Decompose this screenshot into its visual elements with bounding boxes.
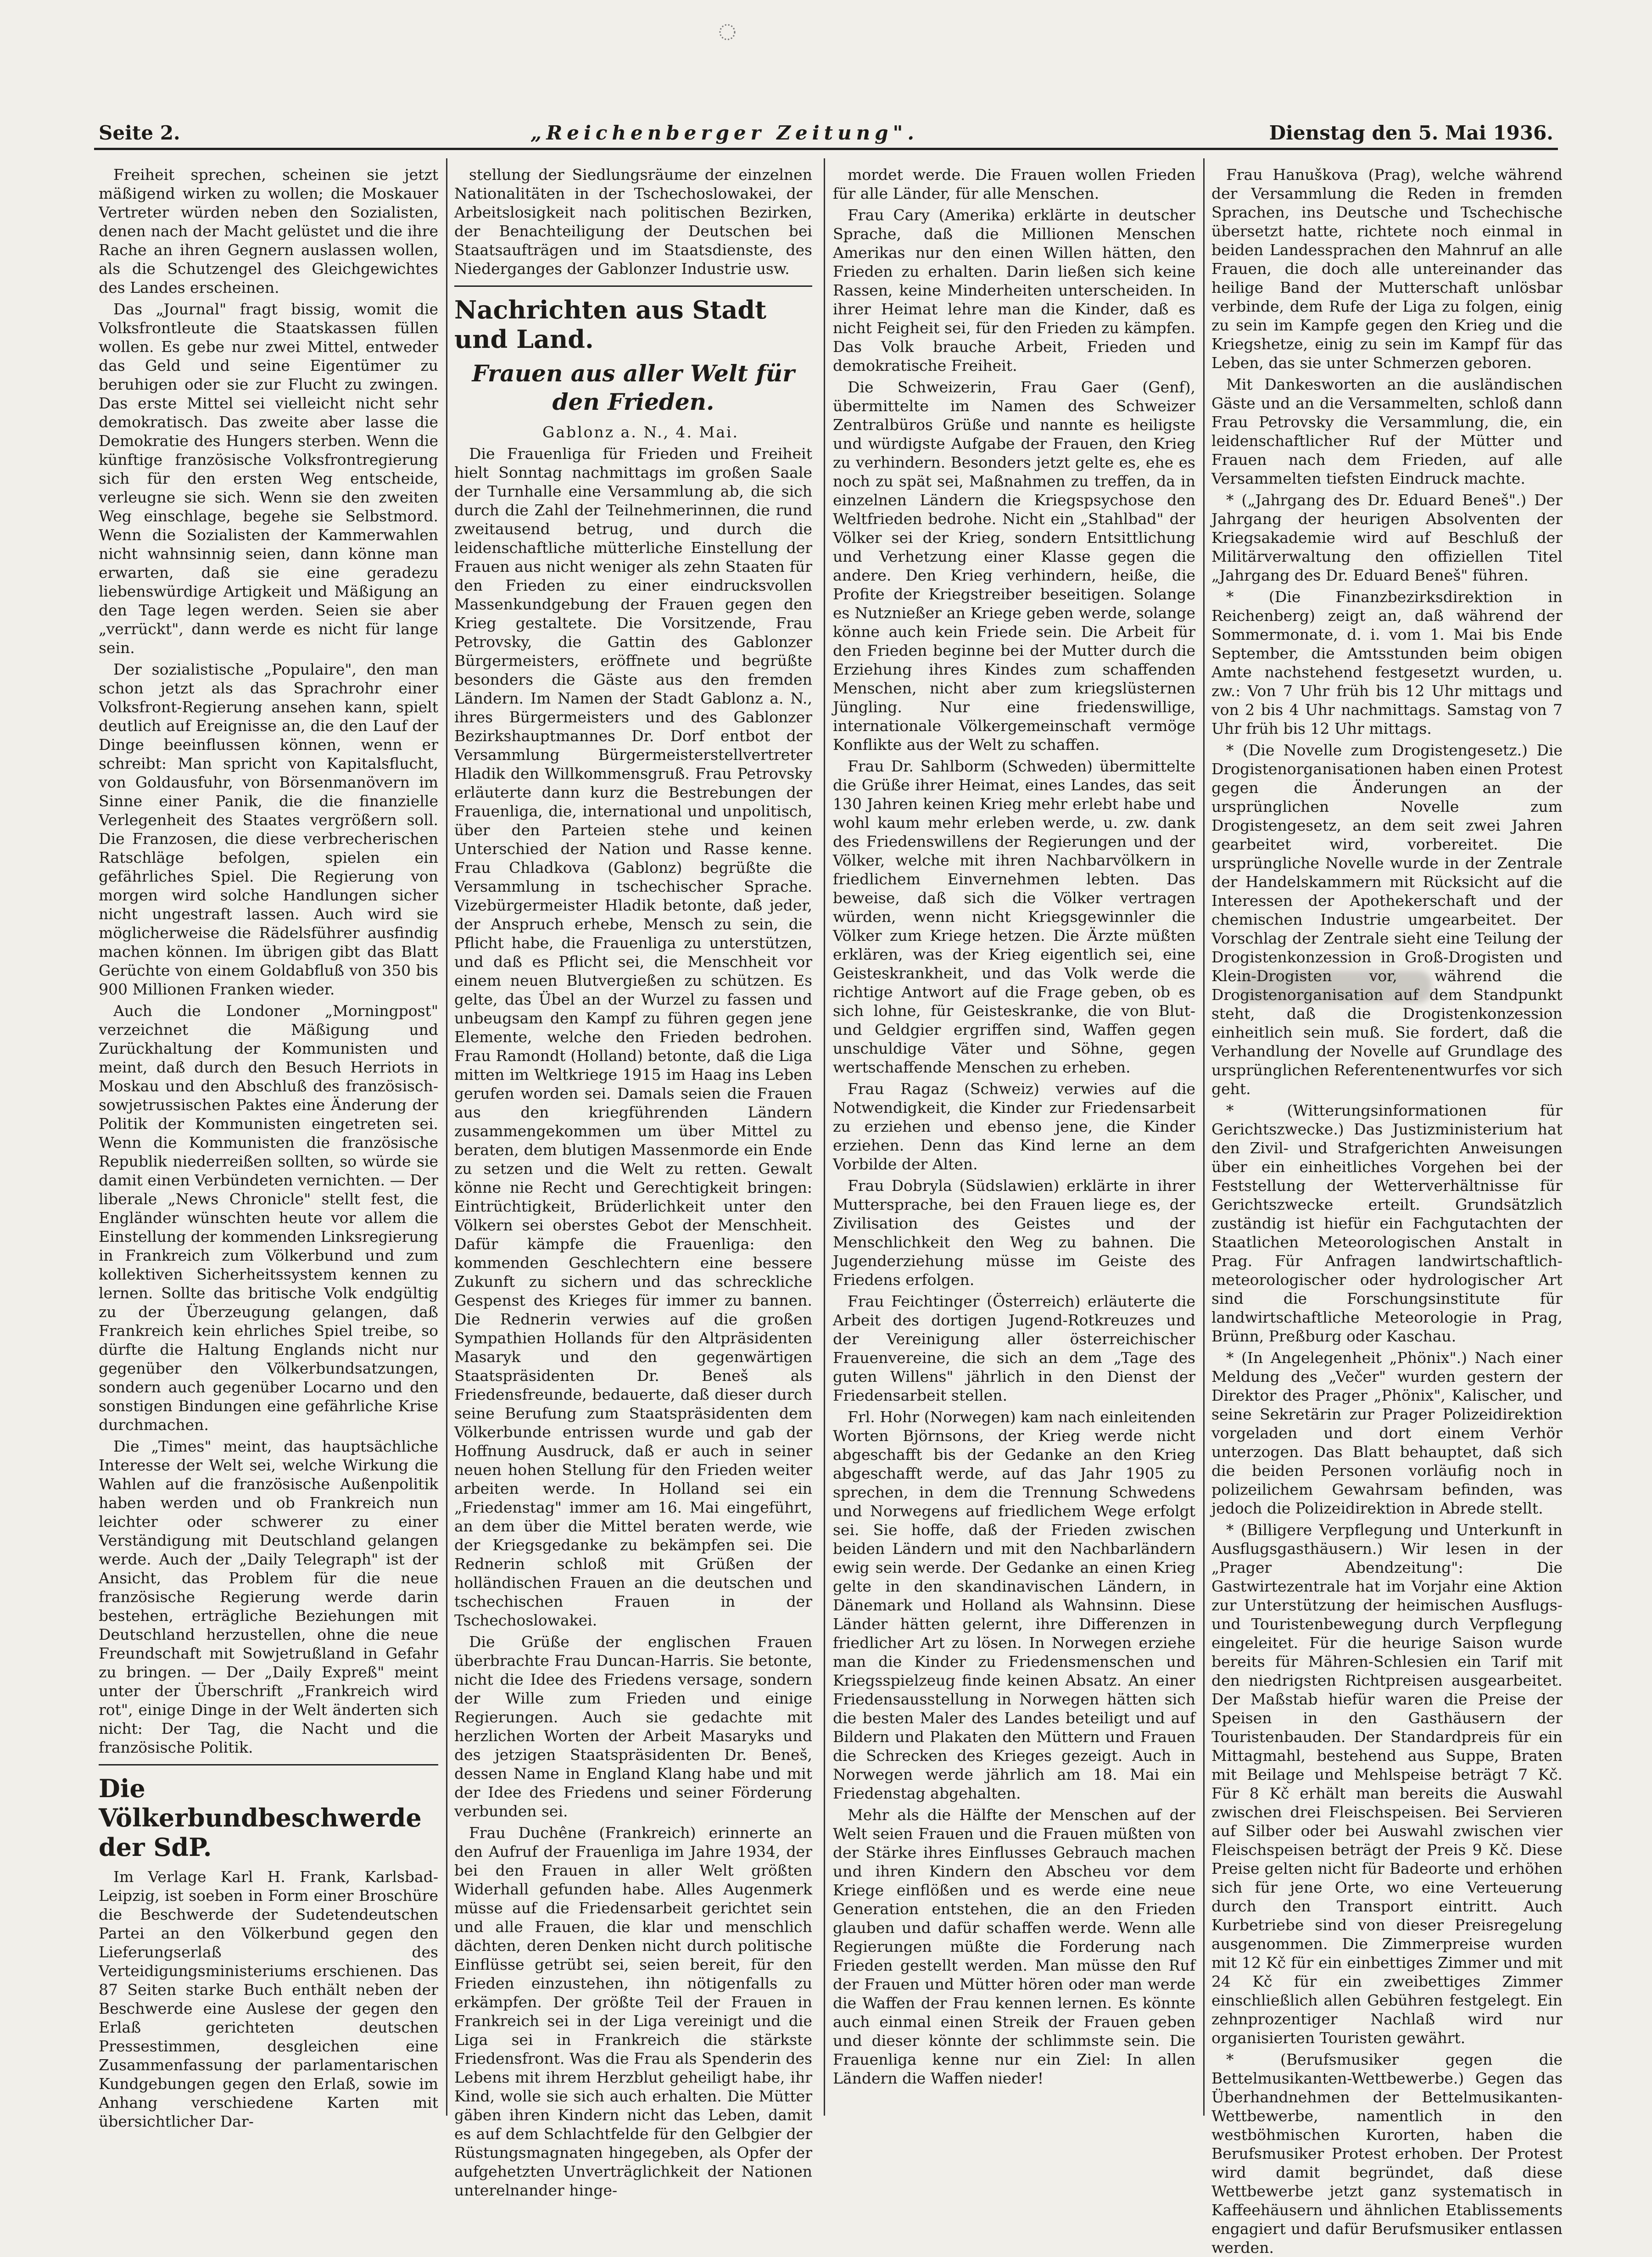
paragraph: Frau Duchêne (Frankreich) erinnerte an den Aufruf der Frauenliga im Jahre 1934, der bei den Frauen in aller Welt größten Widerhall gefunden habe. Alles Augenmerk müsse auf die Friedensarbeit gerichtet sein und alle Frauen, die klar und menschlich dächten, deren Denken nicht durch politische Einflüsse getrübt sei, seien bereit, für den Frieden einzustehen, ihn nötigenfalls zu erkämpfen. Der größte Teil der Frauen in Frankreich sei in der Liga vereinigt und die Liga sei in Frankreich die stärkste Friedensfront. Was die Frau als Spenderin des Lebens mit ihrem Herzblut geheiligt habe, ihr Kind, wolle sie sich auch erhalten. Die Mütter gäben ihren Kindern nicht das Leben, damit es auf dem Schlachtfelde für den Gelbgier der Rüstungsmagnaten hingegeben, als Opfer der aufgehetzten Unverträglichkeit der Nationen unterelnander hinge- [454,1824,812,2199]
news-item: * (Berufsmusiker gegen die Bettelmusikanten-Wettbewerbe.) Gegen das Überhandnehmen der Bettelmusikanten-Wettbewerbe, namentlich in den westböhmischen Kurorten, haben die Berufsmusiker Protest erhoben. Der Protest wird damit begründet, daß diese Wettbewerbe jetzt ganz systematisch in Kaffeehäusern und ähnlichen Etablissements engagiert und dafür Berufsmusiker entlassen werden. [1211,2050,1563,2257]
section-title: Die Völkerbundbeschwerde der SdP. [99,1774,422,1862]
paragraph: Die Grüße der englischen Frauen überbrachte Frau Duncan-Harris. Sie betonte, nicht die Idee des Friedens versage, sondern der Wille zum Frieden und einige Regierungen. Auch sie gedachte mit herzlichen Worten der Arbeit Masaryks und des jetzigen Staatspräsidenten Dr. Beneš, dessen Name in England Klang habe und mit der Idee des Friedens und seiner Förderung verbunden sei. [454,1633,812,1820]
paragraph: Frau Dr. Sahlborm (Schweden) übermittelte die Grüße ihrer Heimat, eines Landes, das seit 130 Jahren keinen Krieg mehr erlebt habe und wohl kaum mehr erleben werde, u. zw. dank des Friedenswillens der Regierungen und der Völker, welche mit ihren Nachbarvölkern in friedlichem Einvernehmen lebten. Das beweise, daß sich die Völker vertragen würden, wenn nicht Kriegsgewinnler die Völker zum Kriege hetzen. Die Ärzte müßten erklären, was der Krieg eigentlich sei, eine Geisteskrankheit, und das Volk werde die richtige Antwort auf die Frage geben, ob es sich lohne, für Geisteskranke, die von Blut- und Geldgier ergriffen sind, Waffen gegen unschuldige Väter und Söhne, gegen wertschaffende Menschen zu erheben. [833,757,1195,1076]
column-3 [833,165,1195,2125]
column-1 [99,165,438,2130]
paragraph: Frau Cary (Amerika) erklärte in deutscher Sprache, daß die Millionen Menschen Amerikas nur den einen Willen hätten, den Frieden zu erhalten. Darin ließen sich keine Rassen, keine Minderheiten unterscheiden. In ihrer Heimat lehre man die Kinder, daß es nicht Feigheit sei, für den Frieden zu kämpfen. Das Volk brauche Arbeit, Frieden und demokratische Freiheit. [833,206,1195,374]
paragraph: Mehr als die Hälfte der Menschen auf der Welt seien Frauen und die Frauen müßten von der Stärke ihres Einflusses Gebrauch machen und ihren Kindern den Abscheu vor dem Kriege einflößen und es werde eine neue Generation entstehen, die an den Frieden glauben und dafür schaffen werde. Wenn alle Regierungen müßte die Forderung nach Frieden gestellt werden. Man müsse den Ruf der Frauen und Mütter hören oder man werde die Waffen der Frau kennen lernen. Es könnte auch einmal einen Streik der Frauen geben und dieser könnte der schlimmste sein. Die Frauenliga kenne nur ein Ziel: In allen Ländern die Waffen nieder! [833,1806,1195,2087]
paragraph: Auch die Londoner „Morningpost" verzeichnet die Mäßigung und Zurückhaltung der Kommunisten und meint, daß durch den Besuch Herriots in Moskau und den Abschluß des französisch-sowjetrussischen Paktes eine Änderung der Politik der Kommunisten eingetreten sei. Wenn die Kommunisten die französische Republik niederreißen sollten, so würde sie damit einen Verbündeten vernichten. — Der liberale „News Chronicle" stellt fest, die Engländer wünschten heute vor allem die Einstellung der kommenden Linksregierung in Frankreich zum Völkerbund und zum kollektiven Sicherheitssystem kennen zu lernen. Sollte das britische Volk endgültig zu der Überzeugung gelangen, daß Frankreich kein ehrliches Spiel treibe, so dürfte die Haltung Englands nicht nur gegenüber den Völkerbundsatzungen, sondern auch gegenüber Locarno und den sonstigen Bindungen eine gefährliche Krise durchmachen. [99,1002,438,1434]
news-item: * („Jahrgang des Dr. Eduard Beneš".) Der Jahrgang der heurigen Absolventen der Kriegsakademie wird auf Beschluß der Militärverwaltung den offiziellen Titel „Jahrgang des Dr. Eduard Beneš" führen. [1211,491,1563,584]
section-title: Nachrichten aus Stadt und Land. [454,295,767,354]
paragraph: mordet werde. Die Frauen wollen Frieden für alle Länder, für alle Menschen. [833,166,1195,202]
paragraph: Frau Dobryla (Südslawien) erklärte in ihrer Muttersprache, bei den Frauen liege es, der Zivilisation des Geistes und der Menschlichkeit den Weg zu bahnen. Die Jugenderziehung müsse im Geiste des Friedens erfolgen. [833,1177,1195,1289]
paragraph: Frl. Hohr (Norwegen) kam nach einleitenden Worten Björnsons, der Krieg werde nicht abgeschafft bis der Gedanke an den Krieg abgeschafft werde, auf das Jahr 1905 zu sprechen, in dem die Trennung Schwedens und Norwegens auf friedlichem Wege erfolgt sei. Sie hoffe, daß der Frieden zwischen beiden Ländern und mit den Nachbarländern ewig sein werde. Der Gedanke an einen Krieg gelte in den skandinavischen Ländern, in Dänemark und Holland als Wahnsinn. Diese Länder hätten gelernt, ihre Differenzen in friedlicher Art zu lösen. In Norwegen erziehe man die Kinder zu Friedensmenschen und Kriegsspielzeug finde keinen Absatz. An einer Friedensausstellung in Norwegen hätten sich die besten Maler des Landes beteiligt und auf Bildern und Plakaten den Müttern und Frauen die Schrecken des Krieges gezeigt. Auch in Norwegen werde jährlich am 18. Mai ein Friedenstag abgehalten. [833,1408,1195,1802]
header-rule [94,148,1558,150]
paragraph: Die „Times" meint, das hauptsächliche Interesse der Welt sei, welche Wirkung die Wahlen auf die französische Außenpolitik haben werden und ob Frankreich nun leichter oder schwerer zu einer Verständigung mit Deutschland gelangen werde. Auch der „Daily Telegraph" ist der Ansicht, das Problem für die neue französische Regierung werde darin bestehen, erträgliche Beziehungen mit Deutschland herzustellen, ohne die neue Freundschaft mit Sowjetrußland in Gefahr zu bringen. — Der „Daily Expreß" meint unter der Überschrift „Frankreich wird rot", einige Dinge in der Welt änderten sich nicht: Der Tag, die Nacht und die französische Politik. [99,1437,438,1756]
news-item: * (In Angelegenheit „Phönix".) Nach einer Meldung des „Večer" wurden gestern der Direktor des Prager „Phönix", Kalischer, und seine Sekretärin zur Prager Polizeidirektion vorgeladen und dort einem Verhör unterzogen. Das Blatt behauptet, daß sich die beiden Personen vorläufig noch in polizeilichem Gewahrsam befinden, was jedoch die Polizeidirektion in Abrede stellt. [1211,1349,1563,1517]
news-item: * (Billigere Verpflegung und Unterkunft in Ausflugsgasthäusern.) Wir lesen in der „Prager Abendzeitung": Die Gastwirtezentrale hat im Vorjahr eine Aktion zur Unterstützung der heimischen Ausflugs- und Touristenbewegung durch Verpflegung eingeleitet. Für die heurige Saison wurde bereits für Mähren-Schlesien ein Tarif mit den niedrigsten Richtpreisen ausgearbeitet. Der Maßstab hiefür waren die Preise der Speisen in den Gasthäusern der Touristenbauden. Der Standardpreis für ein Mittagmahl, bestehend aus Suppe, Braten mit Beilage und Mehlspeise beträgt 7 Kč. Für 8 Kč erhält man bereits die Auswahl zwischen drei Fleischspeisen. Bei Servieren auf Silber oder bei Auswahl zwischen vier Fleischspeisen beträgt der Preis 9 Kč. Diese Preise gelten nicht für Badeorte und erhöhen sich für jene Orte, wo eine Verteuerung durch den Transport eintritt. Auch Kurbetriebe sind von dieser Preisregelung ausgenommen. Die Zimmerpreise wurden mit 12 Kč für ein einbettiges Zimmer und mit 24 Kč für ein zweibettiges Zimmer einschließlich allen Gebühren festgelegt. Ein zehnprozentiger Nachlaß wird nur organisierten Touristen gewährt. [1211,1521,1563,2047]
column-divider [1203,158,1205,2116]
news-item: * (Die Finanzbezirksdirektion in Reichenberg) zeigt an, daß während der Sommermonate, d. i. vom 1. Mai bis Ende September, die Amtsstunden beim obigen Amte nachstehend festgesetzt wurden, u. zw.: Von 7 Uhr früh bis 12 Uhr mittags und von 2 bis 4 Uhr nachmittags. Samstag von 7 Uhr früh bis 12 Uhr mittags. [1211,588,1563,737]
news-item: * (Die Novelle zum Drogistengesetz.) Die Drogistenorganisationen haben einen Protest gegen die Änderungen an der ursprünglichen Novelle zum Drogistengesetz, an dem seit zwei Jahren gearbeitet wird, vorbereitet. Die ursprüngliche Novelle wurde in der Zentrale der Handelskammern mit Rücksicht auf die Interessen der Apothekerschaft und der chemischen Industrie umgearbeitet. Der Vorschlag der Zentrale sieht eine Teilung der Drogistenkonzession in Groß-Drogisten und Klein-Drogisten vor, während die Drogistenorganisation auf dem Standpunkt steht, daß die Drogistenkonzession einheitlich sein muß. Sie fordert, daß die Verhandlung der Novelle auf Grundlage des ursprünglichen Referentenentwurfes vor sich geht. [1211,741,1563,1098]
paragraph: Das „Journal" fragt bissig, womit die Volksfrontleute die Staatskassen füllen wollen. Es gebe nur zwei Mittel, entweder das Geld und seine Eigentümer zu beruhigen oder sie zur Flucht zu zwingen. Das erste Mittel sei vielleicht nicht sehr demokratisch. Das zweite aber lasse die Demokratie des Hungers sterben. Wenn die künftige französische Volksfrontregierung sich für den ersten Weg entscheide, verleugne sie sich. Wenn sie den zweiten Weg einschlage, begehe sie Selbstmord. Wenn die Sozialisten der Kammerwahlen nicht wahnsinnig seien, dann könne man erwarten, daß sie eine geradezu liebenswürdige Artigkeit und Mäßigung an den Tage legen werden. Seien sie aber „verrückt", dann werde es nicht für lange sein. [99,300,438,657]
masthead: „Reichenberger Zeitung". [530,122,919,144]
paragraph: Frau Ragaz (Schweiz) verwies auf die Notwendigkeit, die Kinder zur Friedensarbeit zu erziehen und ebenso jene, die Kinder erziehen. Denn das Kind lerne an dem Vorbilde der Alten. [833,1080,1195,1173]
column-2 [454,165,812,2199]
column-divider [446,158,447,2116]
page-header [99,115,1553,144]
article-title: Frauen aus aller Welt für den Frieden. [472,360,795,415]
column-4 [1211,165,1563,2257]
section-rule [99,1764,438,1765]
column-divider [824,158,825,2116]
paragraph: Freiheit sprechen, scheinen sie jetzt mäßigend wirken zu wollen; die Moskauer Vertreter würden neben den Sozialisten, denen nach der Macht gelüstet und die ihre Rache an ihren Gegnern auslassen wollen, als die Schutzengel des Gleichgewichtes des Landes erscheinen. [99,166,438,296]
paragraph: Die Frauenliga für Frieden und Freiheit hielt Sonntag nachmittags im großen Saale der Turnhalle eine Versammlung ab, die sich durch die Zahl der Teilnehmerinnen, die rund zweitausend betrug, und durch die leidenschaftliche mütterliche Einstellung der Frauen aus nicht weniger als zehn Staaten für den Frieden zu einer eindrucksvollen Massenkundgebung der Frauen gegen den Krieg gestaltete. Die Vorsitzende, Frau Petrovsky, die Gattin des Gablonzer Bürgermeisters, eröffnete und begrüßte besonders die Gäste aus den fremden Ländern. Im Namen der Stadt Gablonz a. N., ihres Bürgermeisters und des Gablonzer Bezirkshauptmannes Dr. Dorf entbot der Versammlung Bürgermeisterstellvertreter Hladik den Willkommensgruß. Frau Petrovsky erläuterte dann kurz die Bestrebungen der Frauenliga, die, international und unpolitisch, über den Parteien stehe und keinen Unterschied der Nation und Rasse kenne. Frau Chladkova (Gablonz) begrüßte die Versammlung in tschechischer Sprache. Vizebürgermeister Hladik betonte, daß jeder, der Anspruch erhebe, Mensch zu sein, die Pflicht habe, die Frauenliga zu unterstützen, und daß es Pflicht sei, die Menschheit vor einem neuen Blutvergießen zu schützen. Es gelte, das Übel an der Wurzel zu fassen und unbeugsam den Kampf zu führen gegen jene Elemente, welche den Frieden bedrohen. Frau Ramondt (Holland) betonte, daß die Liga mitten im Weltkriege 1915 im Haag ins Leben gerufen worden sei. Damals seien die Frauen aus den kriegführenden Ländern zusammengekommen um über Mittel zu beraten, dem blutigen Massenmorde ein Ende zu setzen und die Welt zu retten. Gewalt könne nie Recht und Gerechtigkeit bringen: Eintrüchtigkeit, Brüderlichkeit unter den Völkern sei oberstes Gebot der Menschheit. Dafür kämpfe die Frauenliga: den kommenden Geschlechtern eine bessere Zukunft zu sichern und das schreckliche Gespenst des Krieges für immer zu bannen. Die Rednerin verwies auf die großen Sympathien Hollands für den Altpräsidenten Masaryk und den gegenwärtigen Staatspräsidenten Dr. Beneš als Friedensfreunde, bedauerte, daß dieser durch seine Berufung zum Staatspräsidenten dem Völkerbunde entrissen wurde und gab der Hoffnung Ausdruck, daß er auch in seiner neuen hohen Stellung für den Frieden weiter arbeiten werde. In Holland sei ein „Friedenstag" immer am 16. Mai eingeführt, an dem über die Mittel beraten werde, wie der Kriegsgedanke zu bekämpfen sei. Die Rednerin schloß mit Grüßen der holländischen Frauen an die deutschen und tschechischen Frauen in der Tschechoslowakei. [454,445,812,1629]
punch-hole-mark [714,18,741,46]
paragraph: Frau Hanuškova (Prag), welche während der Versammlung die Reden in fremden Sprachen, ins Deutsche und Tschechische übersetzt hatte, richtete noch einmal in beiden Landessprachen den Mahnruf an alle Frauen, die doch alle untereinander das heilige Band der Mutterschaft unlösbar verbinde, dem Rufe der Liga zu folgen, einig zu sein im Kampfe gegen den Krieg und die Kriegshetze, einig zu sein im Kampf für das Leben, das sie unter Schmerzen geboren. [1211,166,1563,372]
paragraph: Im Verlage Karl H. Frank, Karlsbad-Leipzig, ist soeben in Form einer Broschüre die Beschwerde der Sudetendeutschen Partei an den Völkerbund gegen den Lieferungserlaß des Verteidigungsministeriums erschienen. Das 87 Seiten starke Buch enthält neben der Beschwerde eine Auslese der gegen den Erlaß gerichteten deutschen Pressestimmen, desgleichen eine Zusammenfassung der parlamentarischen Kundgebungen gegen den Erlaß, sowie im Anhang verschiedene Karten mit übersichtlicher Dar- [99,1868,438,2130]
paragraph: Die Schweizerin, Frau Gaer (Genf), übermittelte im Namen des Schweizer Zentralbüros Grüße und nannte es heiligste und würdigste Aufgabe der Frauen, den Krieg zu verhindern. Besonders jetzt gelte es, ehe es noch zu spät sei, Maßnahmen zu treffen, da in einzelnen Ländern die Kriegspsychose den Weltfrieden bedrohe. Nicht ein „Stahlbad" der Völker sei der Krieg, sondern Entsittlichung und Verhetzung einer Klasse gegen die andere. Den Krieg verhindern, heiße, die Profite der Kriegstreiber beseitigen. Solange es Nutznießer an Kriege geben werde, solange könne auch kein Friede sein. Die Arbeit für den Frieden beginne bei der Mutter durch die Erziehung ihres Kindes zum schaffenden Menschen, nicht aber zum kriegslüsternen Jüngling. Nur eine friedenswillige, internationale Völkergemeinschaft vermöge Konflikte aus der Welt zu schaffen. [833,378,1195,754]
ink-smudge [1239,971,1432,1003]
paragraph: Der sozialistische „Populaire", den man schon jetzt als das Sprachrohr einer Volksfront-Regierung ansehen kann, spielt deutlich auf Ereignisse an, die den Lauf der Dinge beeinflussen können, wenn er schreibt: Man spricht von Kapitalsflucht, von Goldausfuhr, von Börsenmanövern im Sinne einer Panik, die die finanzielle Verlegenheit des Staates vergrößern soll. Die Franzosen, die diese verbrecherischen Ratschläge befolgen, spielen ein gefährliches Spiel. Die Regierung von morgen wird solche Handlungen sicher nicht ungestraft lassen. Auch wird sie möglicherweise die Rädelsführer ausfindig machen können. Im übrigen gibt das Blatt Gerüchte von einem Goldabfluß von 350 bis 900 Millionen Franken wieder. [99,660,438,998]
dateline: Gablonz a. N., 4. Mai. [542,423,739,441]
page-number: Seite 2. [99,122,180,144]
issue-date: Dienstag den 5. Mai 1936. [1269,122,1553,144]
paragraph: stellung der Siedlungsräume der einzelnen Nationalitäten in der Tschechoslowakei, der Arbeitslosigkeit nach politischen Bezirken, der Benachteiligung der Deutschen bei Staatsaufträgen und im Staatsdienste, des Niederganges der Gablonzer Industrie usw. [454,166,812,278]
news-item: * (Witterungsinformationen für Gerichtszwecke.) Das Justizministerium hat den Zivil- und Strafgerichten Anweisungen über ein einheitliches Vorgehen bei der Feststellung der Wetterverhältnisse für Gerichtszwecke erteilt. Grundsätzlich zuständig ist hiefür ein Fachgutachten der Staatlichen Meteorologischen Anstalt in Prag. Für Anfragen landwirtschaftlich-meteorologischer oder hydrologischer Art sind die Forschungsinstitute für landwirtschaftliche Meteorologie in Prag, Brünn, Preßburg oder Kaschau. [1211,1101,1563,1345]
section-rule [454,285,812,287]
paragraph: Frau Feichtinger (Österreich) erläuterte die Arbeit des dortigen Jugend-Rotkreuzes und der Vereinigung aller österreichischer Frauenvereine, die sich an dem „Tage des guten Willens" jährlich in den Dienst der Friedensarbeit stellen. [833,1292,1195,1404]
paragraph: Mit Dankesworten an die ausländischen Gäste und an die Versammelten, schloß dann Frau Petrovsky die Versammlung, die, ein leidenschaftlicher Ruf der Mütter und Frauen nach dem Frieden, auf alle Versammelten tiefsten Eindruck machte. [1211,375,1563,487]
